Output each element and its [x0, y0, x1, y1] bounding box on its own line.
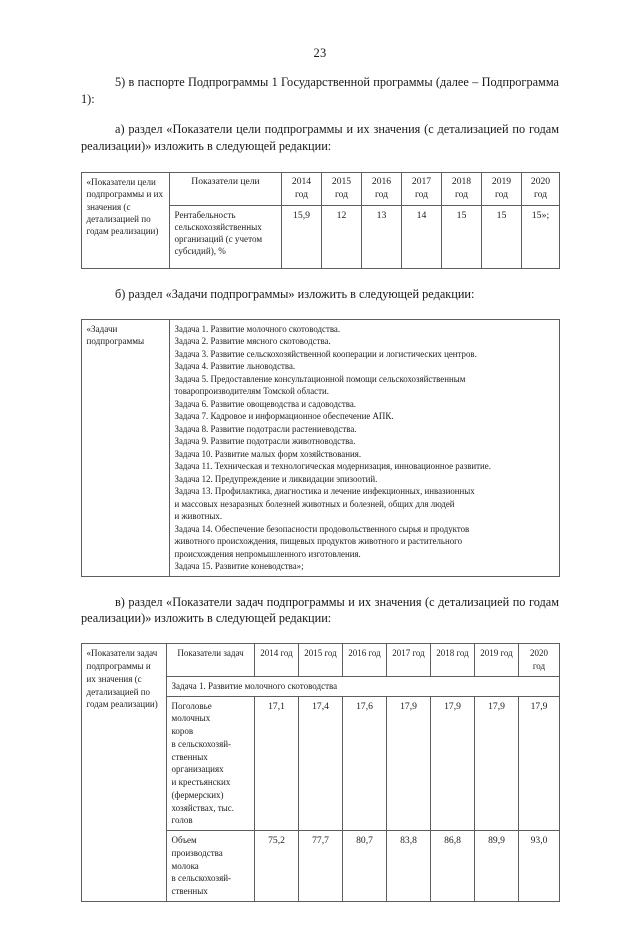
- paragraph-item-5: 5) в паспорте Подпрограммы 1 Государственной программы (далее – Подпрограмма 1):: [81, 75, 559, 106]
- tasks-row-label: «Задачи подпрограммы: [81, 319, 169, 576]
- list-item: Задача 13. Профилактика, диагностика и лечение инфекционных, инвазионных: [174, 486, 475, 497]
- goals-year-header-2017: 2017 год: [401, 173, 441, 205]
- indicator-line: (фермерских): [171, 789, 224, 800]
- task1-value-2015: 17,4: [298, 696, 342, 831]
- task2-value-2019: 89,9: [474, 831, 518, 902]
- goals-year-header-2019: 2019 год: [481, 173, 521, 205]
- goals-indicators-table: [81, 172, 560, 268]
- list-item: и животных.: [174, 511, 223, 522]
- task1-value-2020: 17,9: [518, 696, 559, 831]
- paragraph-v-block: [81, 594, 559, 628]
- list-item: Задача 15. Развитие коневодства»;: [174, 561, 304, 572]
- goals-year-header-2015: 2015 год: [321, 173, 361, 205]
- tasks-table: [81, 319, 560, 577]
- goals-row-label: «Показатели цели подпрограммы и их значения (с детализацией по годам реализации): [81, 173, 169, 268]
- list-item: Задача 14. Обеспечение безопасности продовольственного сырья и продуктов: [174, 523, 470, 534]
- paragraph-item-b: б) раздел «Задачи подпрограммы» изложить в следующей редакции:: [115, 286, 475, 301]
- table-row: [81, 319, 559, 576]
- table-row: [81, 173, 559, 205]
- task-indicator-header: Показатели задач: [166, 644, 254, 677]
- list-item: происхождения непромышленного изготовления.: [174, 548, 361, 559]
- task-year-header-2016: 2016 год: [342, 644, 386, 677]
- list-item: Задача 10. Развитие малых форм хозяйствования.: [174, 448, 362, 459]
- indicator-line: в сельскохозяй-: [171, 738, 232, 749]
- task-indicator-name-2: [166, 831, 254, 902]
- intro-text-block: [81, 74, 559, 154]
- paragraph-b-block: [81, 286, 559, 303]
- task-year-header-2020: 2020 год: [518, 644, 559, 677]
- task-indicator-name-1: [166, 696, 254, 831]
- list-item: Задача 5. Предоставление консультационной помощи сельскохозяйственным: [174, 373, 466, 384]
- list-item: Задача 9. Развитие подотрасли животноводства.: [174, 436, 356, 447]
- list-item: Задача 11. Техническая и технологическая модернизация, инновационное развитие.: [174, 461, 491, 472]
- indicator-line: коров: [171, 726, 194, 737]
- task-indicators-row-label: «Показатели задач подпрограммы и их значения (с детализацией по годам реализации): [81, 644, 166, 902]
- goals-value-2018: 15: [441, 205, 481, 268]
- task1-value-2019: 17,9: [474, 696, 518, 831]
- page-number: 23: [313, 46, 327, 60]
- indicator-line: молока: [171, 860, 199, 871]
- indicator-line: Поголовье молочных: [171, 700, 212, 724]
- goals-value-2015: 12: [321, 205, 361, 268]
- goals-year-header-2016: 2016 год: [361, 173, 401, 205]
- list-item: Задача 7. Кадровое и информационное обеспечение АПК.: [174, 411, 394, 422]
- task-year-header-2018: 2018 год: [430, 644, 474, 677]
- goals-value-2020: 15»;: [521, 205, 559, 268]
- indicator-line: и крестьянских: [171, 777, 231, 788]
- task-section-title: Задача 1. Развитие молочного скотоводства: [166, 676, 559, 696]
- list-item: Задача 2. Развитие мясного скотоводства.: [174, 336, 331, 347]
- tasks-list-cell: [169, 319, 559, 576]
- goals-indicator-header: Показатели цели: [169, 173, 281, 205]
- indicator-line: хозяйствах, тыс. голов: [171, 802, 234, 826]
- indicator-line: Объем производства: [171, 835, 223, 858]
- goals-indicator-name: Рентабельность сельскохозяйственных организаций (с учетом субсидий), %: [169, 205, 281, 268]
- list-item: Задача 4. Развитие льноводства.: [174, 361, 296, 372]
- list-item: и массовых незаразных болезней животных и болезней, общих для людей: [174, 498, 455, 509]
- goals-value-2016: 13: [361, 205, 401, 268]
- task1-value-2018: 17,9: [430, 696, 474, 831]
- goals-year-header-2020: 2020 год: [521, 173, 559, 205]
- task1-value-2014: 17,1: [254, 696, 298, 831]
- goals-value-2017: 14: [401, 205, 441, 268]
- task1-value-2017: 17,9: [386, 696, 430, 831]
- task-indicators-table: [81, 643, 560, 902]
- list-item: Задача 12. Предупреждение и ликвидации эпизоотий.: [174, 473, 378, 484]
- goals-year-header-2014: 2014 год: [281, 173, 321, 205]
- task-year-header-2017: 2017 год: [386, 644, 430, 677]
- task2-value-2014: 75,2: [254, 831, 298, 902]
- list-item: товаропроизводителям Томской области.: [174, 386, 329, 397]
- list-item: Задача 8. Развитие подотрасли растениеводства.: [174, 423, 357, 434]
- task2-value-2016: 80,7: [342, 831, 386, 902]
- task-year-header-2014: 2014 год: [254, 644, 298, 677]
- goals-value-2019: 15: [481, 205, 521, 268]
- indicator-line: ственных: [171, 751, 208, 762]
- task2-value-2018: 86,8: [430, 831, 474, 902]
- task2-value-2015: 77,7: [298, 831, 342, 902]
- indicator-line: ственных: [171, 886, 208, 897]
- task2-value-2020: 93,0: [518, 831, 559, 902]
- list-item: Задача 6. Развитие овощеводства и садоводства.: [174, 398, 357, 409]
- task2-value-2017: 83,8: [386, 831, 430, 902]
- list-item: Задача 1. Развитие молочного скотоводства.: [174, 323, 341, 334]
- table-row: [81, 644, 559, 677]
- list-item: животного происхождения, пищевых продуктов животного и растительного: [174, 536, 463, 547]
- goals-value-2014: 15,9: [281, 205, 321, 268]
- indicator-line: организациях: [171, 764, 224, 775]
- paragraph-item-v: в) раздел «Показатели задач подпрограммы и их значения (с детализацией по годам реализации)» изложить в следующей редакции:: [81, 594, 559, 626]
- list-item: Задача 3. Развитие сельскохозяйственной кооперации и логистических центров.: [174, 348, 477, 359]
- task1-value-2016: 17,6: [342, 696, 386, 831]
- document-page: [0, 46, 640, 951]
- paragraph-item-a: а) раздел «Показатели цели подпрограммы и их значения (с детализацией по годам реализации)» изложить в следующей редакции:: [81, 121, 559, 153]
- goals-year-header-2018: 2018 год: [441, 173, 481, 205]
- indicator-line: в сельскохозяй-: [171, 873, 232, 884]
- task-year-header-2015: 2015 год: [298, 644, 342, 677]
- task-year-header-2019: 2019 год: [474, 644, 518, 677]
